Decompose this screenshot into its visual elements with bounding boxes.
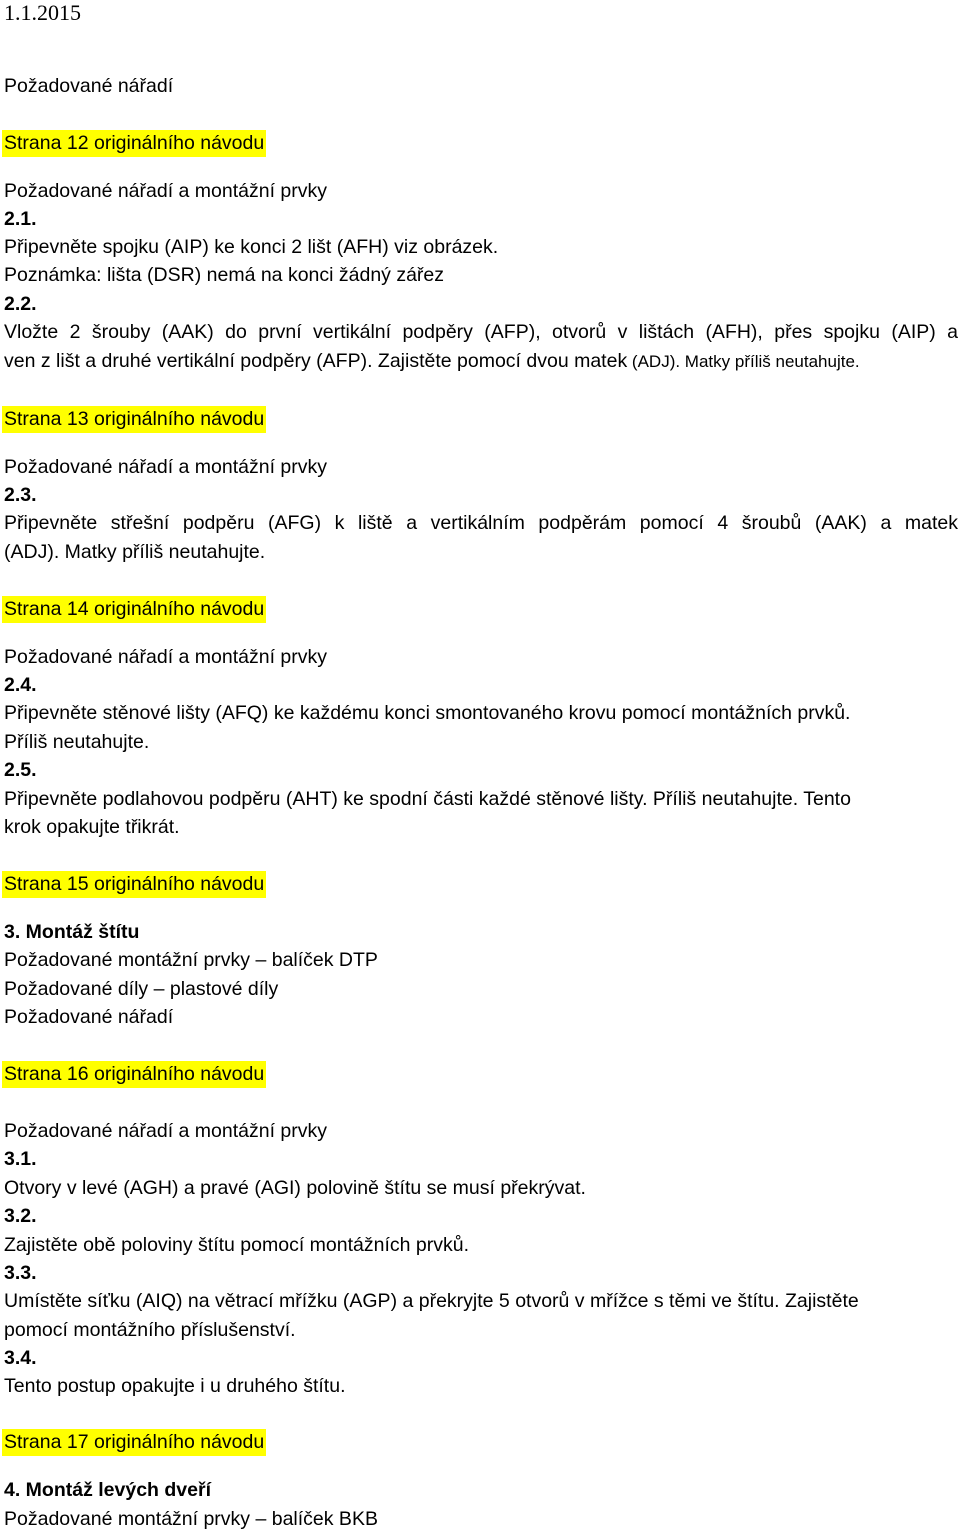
step-text: Tento postup opakujte i u druhého štítu. xyxy=(4,1375,346,1397)
step-text: Připevněte spojku (AIP) ke konci 2 lišt (AFH) viz obrázek. xyxy=(4,236,499,258)
step-text: Připevněte podlahovou podpěru (AHT) ke spodní části každé stěnové lišty. Příliš neutahujte. Tento xyxy=(4,788,851,810)
word: vertikální xyxy=(313,321,392,343)
required-plastic-parts-label: Požadované díly – plastové díly xyxy=(4,978,279,1000)
step-note: Poznámka: lišta (DSR) nemá na konci žádný zářez xyxy=(4,264,445,286)
required-tools-parts-label: Požadované nářadí a montážní prvky xyxy=(4,456,328,478)
step-text-part-small: (ADJ). Matky příliš neutahujte. xyxy=(627,352,860,371)
step-text xyxy=(4,352,860,372)
page-reference-12: Strana 12 originálního návodu xyxy=(2,130,266,157)
word: do xyxy=(225,321,247,343)
step-text: Otvory v levé (AGH) a pravé (AGI) polovině štítu se musí překrývat. xyxy=(4,1177,586,1199)
word: otvorů xyxy=(552,321,607,343)
word: (AAK) xyxy=(161,321,214,343)
step-text: krok opakujte třikrát. xyxy=(4,816,180,838)
required-tools-parts-label: Požadované nářadí a montážní prvky xyxy=(4,1120,328,1142)
page-reference-17: Strana 17 originálního návodu xyxy=(2,1429,266,1456)
required-parts-label: Požadované montážní prvky – balíček BKB xyxy=(4,1508,378,1530)
word: 2 xyxy=(69,321,81,343)
step-text: pomocí montážního příslušenství. xyxy=(4,1319,296,1341)
step-number: 3.1. xyxy=(4,1148,37,1170)
page-reference-14: Strana 14 originálního návodu xyxy=(2,596,266,623)
word: lištách xyxy=(638,321,695,343)
word: (AFH), xyxy=(705,321,763,343)
page-reference-16: Strana 16 originálního návodu xyxy=(2,1061,266,1088)
step-number: 2.4. xyxy=(4,674,37,696)
required-tools-parts-label: Požadované nářadí a montážní prvky xyxy=(4,646,328,668)
page-reference-13: Strana 13 originálního návodu xyxy=(2,406,266,433)
step-text: Zajistěte obě poloviny štítu pomocí montážních prvků. xyxy=(4,1234,469,1256)
page-reference-15: Strana 15 originálního návodu xyxy=(2,871,266,898)
step-number: 3.3. xyxy=(4,1262,37,1284)
section-heading: 3. Montáž štítu xyxy=(4,921,140,943)
step-text: Připevněte střešní podpěru (AFG) k liště a vertikálním podpěrám pomocí 4 šroubů (AAK) a matek xyxy=(4,512,958,534)
word: přes xyxy=(774,321,813,343)
required-tools-heading: Požadované nářadí xyxy=(4,75,174,97)
required-parts-label: Požadované montážní prvky – balíček DTP xyxy=(4,949,378,971)
step-text: Příliš neutahujte. xyxy=(4,731,150,753)
step-text: (ADJ). Matky příliš neutahujte. xyxy=(4,541,266,563)
word: a xyxy=(947,321,958,343)
step-text: Připevněte stěnové lišty (AFQ) ke každému konci smontovaného krovu pomocí montážních prvků. xyxy=(4,702,851,724)
word: v xyxy=(617,321,628,343)
step-text-part: ven z lišt a druhé vertikální podpěry (AFP). Zajistěte pomocí dvou matek xyxy=(4,350,628,372)
section-heading: 4. Montáž levých dveří xyxy=(4,1479,211,1501)
word: první xyxy=(258,321,302,343)
word: šrouby xyxy=(91,321,151,343)
word: spojku xyxy=(823,321,880,343)
step-number: 3.4. xyxy=(4,1347,37,1369)
word: podpěry xyxy=(402,321,473,343)
required-tools-label: Požadované nářadí xyxy=(4,1006,174,1028)
step-text-justified xyxy=(4,323,958,343)
required-tools-parts-label: Požadované nářadí a montážní prvky xyxy=(4,180,328,202)
step-number: 2.3. xyxy=(4,484,37,506)
step-text: Umístěte síťku (AIQ) na větrací mřížku (AGP) a překryjte 5 otvorů v mřížce s těmi ve štítu. Zajistěte xyxy=(4,1290,859,1312)
step-number: 2.2. xyxy=(4,293,37,315)
step-number: 2.1. xyxy=(4,208,37,230)
step-number: 3.2. xyxy=(4,1205,37,1227)
word: Vložte xyxy=(4,321,59,343)
word: (AIP) xyxy=(891,321,936,343)
document-date: 1.1.2015 xyxy=(4,0,81,25)
step-number: 2.5. xyxy=(4,759,37,781)
word: (AFP), xyxy=(484,321,541,343)
